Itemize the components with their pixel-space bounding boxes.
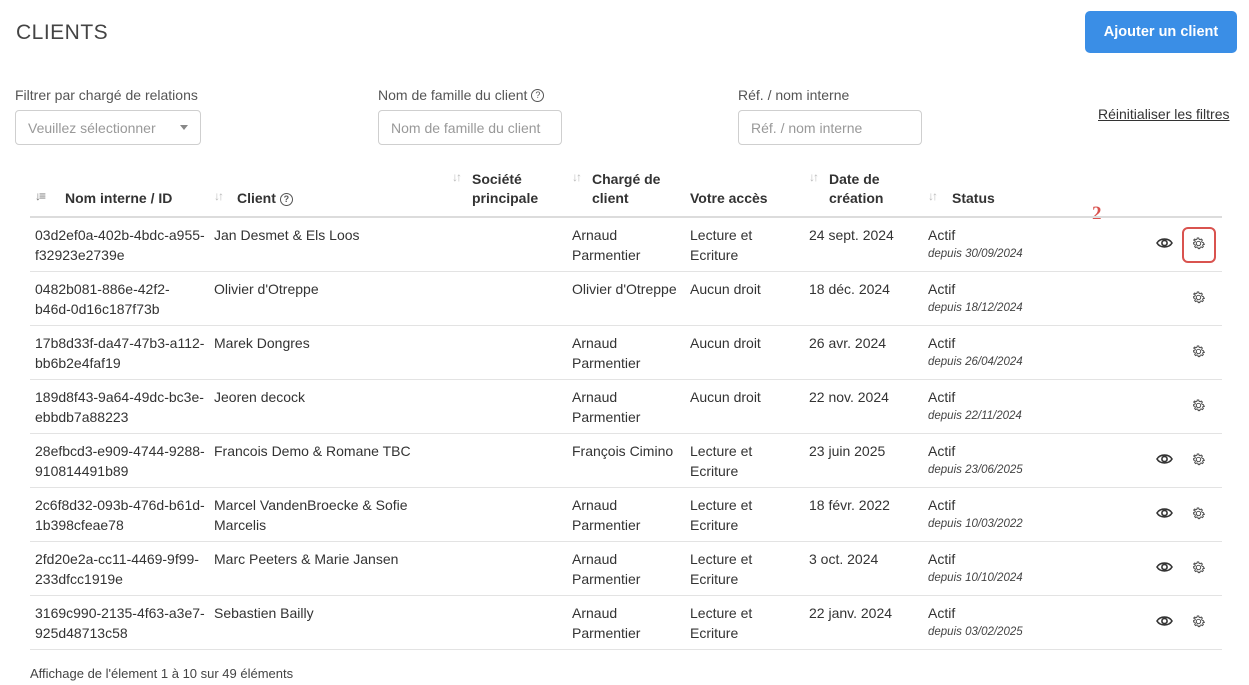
cell-access bbox=[685, 380, 804, 434]
status-text: Actif bbox=[928, 551, 956, 567]
column-header-company[interactable] bbox=[447, 166, 567, 217]
manager-filter-label bbox=[15, 87, 198, 103]
column-header-created[interactable] bbox=[804, 166, 923, 217]
cell-id[interactable] bbox=[30, 434, 209, 488]
cell-company bbox=[447, 488, 567, 542]
client-name: Sebastien Bailly bbox=[214, 605, 314, 621]
cell-client[interactable] bbox=[209, 542, 447, 596]
access-level: Aucun droit bbox=[690, 335, 761, 351]
sort-icon[interactable]: ↓↑ bbox=[572, 170, 580, 184]
eye-icon bbox=[1156, 453, 1173, 465]
client-id: 2fd20e2a-cc11-4469-9f99-233dfcc1919e bbox=[35, 551, 199, 587]
eye-icon bbox=[1156, 615, 1173, 627]
gear-icon bbox=[1191, 236, 1206, 251]
annotation-marker: 2 bbox=[1092, 203, 1102, 224]
view-button[interactable] bbox=[1153, 448, 1175, 470]
client-name: Jan Desmet & Els Loos bbox=[214, 227, 360, 243]
client-id: 17b8d33f-da47-47b3-a112-bb6b2e4faf19 bbox=[35, 335, 205, 371]
table-row[interactable] bbox=[30, 650, 1222, 657]
column-header-label: Votre accès bbox=[690, 190, 768, 206]
cell-actions bbox=[1073, 326, 1222, 380]
pagination-info: Affichage de l'élement 1 à 10 sur 49 éléments bbox=[30, 666, 294, 681]
cell-id[interactable] bbox=[30, 596, 209, 650]
status-since: depuis 22/11/2024 bbox=[928, 409, 1022, 422]
cell-status bbox=[923, 380, 1073, 434]
cell-access bbox=[685, 542, 804, 596]
lastname-filter-label-text: Nom de famille du client bbox=[378, 87, 528, 103]
ref-filter-label-text: Réf. / nom interne bbox=[738, 87, 850, 103]
creation-date: 22 nov. 2024 bbox=[809, 389, 889, 405]
cell-company bbox=[447, 272, 567, 326]
cell-created bbox=[804, 488, 923, 542]
cell-client[interactable] bbox=[209, 380, 447, 434]
access-level: Lecture et Ecriture bbox=[690, 227, 753, 263]
cell-created bbox=[804, 650, 923, 657]
cell-company bbox=[447, 542, 567, 596]
cell-status bbox=[923, 542, 1073, 596]
gear-icon bbox=[1191, 452, 1206, 467]
cell-company bbox=[447, 596, 567, 650]
cell-actions bbox=[1073, 434, 1222, 488]
status-text: Actif bbox=[928, 605, 956, 621]
cell-manager bbox=[567, 217, 685, 272]
client-name: Olivier d'Otreppe bbox=[214, 281, 319, 297]
help-icon[interactable]: ? bbox=[280, 193, 293, 206]
cell-access bbox=[685, 326, 804, 380]
settings-button[interactable] bbox=[1187, 502, 1209, 524]
client-id: 28efbcd3-e909-4744-9288-910814491b89 bbox=[35, 443, 205, 479]
settings-button[interactable] bbox=[1187, 286, 1209, 308]
cell-status bbox=[923, 434, 1073, 488]
cell-access bbox=[685, 650, 804, 657]
cell-created bbox=[804, 542, 923, 596]
table-row[interactable] bbox=[30, 434, 1222, 488]
status-since: depuis 26/04/2024 bbox=[928, 355, 1023, 368]
cell-id[interactable] bbox=[30, 217, 209, 272]
cell-company bbox=[447, 650, 567, 657]
help-icon[interactable]: ? bbox=[531, 89, 544, 102]
status-text: Actif bbox=[928, 443, 956, 459]
client-id: 189d8f43-9a64-49dc-bc3e-ebbdb7a88223 bbox=[35, 389, 204, 425]
sort-icon[interactable]: ↓↑ bbox=[928, 189, 936, 203]
column-header-access bbox=[685, 166, 804, 217]
cell-client[interactable] bbox=[209, 488, 447, 542]
status-since: depuis 03/02/2025 bbox=[928, 625, 1023, 638]
cell-created bbox=[804, 326, 923, 380]
manager-name: Olivier d'Otreppe bbox=[572, 281, 677, 297]
manager-filter-value: Veuillez sélectionner bbox=[28, 119, 156, 136]
clients-table-wrapper bbox=[30, 166, 1222, 656]
settings-button[interactable] bbox=[1187, 340, 1209, 362]
cell-access bbox=[685, 488, 804, 542]
cell-access bbox=[685, 272, 804, 326]
cell-client[interactable] bbox=[209, 272, 447, 326]
status-since: depuis 10/10/2024 bbox=[928, 571, 1023, 584]
cell-actions bbox=[1073, 380, 1222, 434]
status-text: Actif bbox=[928, 497, 956, 513]
cell-client[interactable] bbox=[209, 217, 447, 272]
manager-name: Arnaud Parmentier bbox=[572, 335, 641, 371]
settings-button[interactable] bbox=[1187, 232, 1209, 254]
cell-status bbox=[923, 217, 1073, 272]
cell-manager bbox=[567, 380, 685, 434]
cell-status bbox=[923, 326, 1073, 380]
column-header-actions bbox=[1073, 166, 1222, 217]
cell-id[interactable] bbox=[30, 326, 209, 380]
cell-actions bbox=[1073, 488, 1222, 542]
cell-manager bbox=[567, 596, 685, 650]
creation-date: 3 oct. 2024 bbox=[809, 551, 879, 567]
status-since: depuis 10/03/2022 bbox=[928, 517, 1023, 530]
client-name: Marc Peeters & Marie Jansen bbox=[214, 551, 399, 567]
table-row[interactable] bbox=[30, 272, 1222, 326]
table-row[interactable] bbox=[30, 596, 1222, 650]
client-id: 2c6f8d32-093b-476d-b61d-1b398cfeae78 bbox=[35, 497, 205, 533]
cell-client[interactable] bbox=[209, 650, 447, 657]
table-row[interactable] bbox=[30, 217, 1222, 272]
manager-filter-label-text: Filtrer par chargé de relations bbox=[15, 87, 198, 103]
cell-company bbox=[447, 217, 567, 272]
gear-icon bbox=[1191, 344, 1206, 359]
cell-created bbox=[804, 434, 923, 488]
page-title: CLIENTS bbox=[16, 21, 109, 44]
sort-icon[interactable]: ↓↑ bbox=[452, 170, 460, 184]
table-body bbox=[30, 217, 1222, 656]
cell-created bbox=[804, 217, 923, 272]
cell-id[interactable] bbox=[30, 650, 209, 657]
cell-created bbox=[804, 596, 923, 650]
gear-icon bbox=[1191, 614, 1206, 629]
eye-icon bbox=[1156, 561, 1173, 573]
cell-client[interactable] bbox=[209, 434, 447, 488]
gear-icon bbox=[1191, 560, 1206, 575]
settings-button[interactable] bbox=[1187, 610, 1209, 632]
sort-active-icon[interactable]: ↓≡ bbox=[35, 189, 45, 203]
cell-manager bbox=[567, 326, 685, 380]
status-text: Actif bbox=[928, 227, 956, 243]
lastname-filter-input[interactable] bbox=[378, 110, 562, 145]
cell-id[interactable] bbox=[30, 380, 209, 434]
cell-actions bbox=[1073, 596, 1222, 650]
gear-icon bbox=[1191, 398, 1206, 413]
access-level: Aucun droit bbox=[690, 281, 761, 297]
column-header-label: Nom interne / ID bbox=[65, 190, 173, 206]
eye-icon bbox=[1156, 237, 1173, 249]
view-button[interactable] bbox=[1153, 556, 1175, 578]
manager-filter-select[interactable] bbox=[15, 110, 201, 145]
clients-table bbox=[30, 166, 1222, 656]
table-row[interactable] bbox=[30, 326, 1222, 380]
access-level: Aucun droit bbox=[690, 389, 761, 405]
settings-button[interactable] bbox=[1187, 556, 1209, 578]
ref-filter-input[interactable] bbox=[738, 110, 922, 145]
cell-manager bbox=[567, 272, 685, 326]
view-button[interactable] bbox=[1153, 610, 1175, 632]
cell-access bbox=[685, 434, 804, 488]
cell-status bbox=[923, 272, 1073, 326]
cell-id[interactable] bbox=[30, 488, 209, 542]
manager-name: Arnaud Parmentier bbox=[572, 605, 641, 641]
manager-name: Arnaud Parmentier bbox=[572, 227, 641, 263]
manager-name: Arnaud Parmentier bbox=[572, 551, 641, 587]
chevron-down-icon bbox=[180, 125, 188, 130]
client-id: 0482b081-886e-42f2-b46d-0d16c187f73b bbox=[35, 281, 170, 317]
client-id: 3169c990-2135-4f63-a3e7-925d48713c58 bbox=[35, 605, 205, 641]
cell-actions bbox=[1073, 650, 1222, 657]
eye-icon bbox=[1156, 507, 1173, 519]
table-row[interactable] bbox=[30, 380, 1222, 434]
table-header-row bbox=[30, 166, 1222, 217]
cell-created bbox=[804, 380, 923, 434]
client-name: Marcel VandenBroecke & Sofie Marcelis bbox=[214, 497, 408, 533]
cell-status bbox=[923, 650, 1073, 657]
client-name: Jeoren decock bbox=[214, 389, 306, 405]
column-header-status[interactable] bbox=[923, 166, 1073, 217]
cell-client[interactable] bbox=[209, 326, 447, 380]
cell-actions bbox=[1073, 542, 1222, 596]
gear-icon bbox=[1191, 506, 1206, 521]
column-header-manager[interactable] bbox=[567, 166, 685, 217]
access-level: Lecture et Ecriture bbox=[690, 605, 753, 641]
manager-name: François Cimino bbox=[572, 443, 674, 459]
access-level: Lecture et Ecriture bbox=[690, 497, 753, 533]
creation-date: 18 févr. 2022 bbox=[809, 497, 890, 513]
cell-id[interactable] bbox=[30, 542, 209, 596]
add-client-button[interactable]: Ajouter un client bbox=[1085, 11, 1237, 53]
cell-company bbox=[447, 326, 567, 380]
column-header-label: Chargé de client bbox=[592, 171, 661, 206]
sort-icon[interactable]: ↓↑ bbox=[809, 170, 817, 184]
status-text: Actif bbox=[928, 389, 956, 405]
cell-access bbox=[685, 596, 804, 650]
column-header-label: Client bbox=[237, 190, 276, 206]
view-button[interactable] bbox=[1153, 232, 1175, 254]
cell-access bbox=[685, 217, 804, 272]
status-since: depuis 30/09/2024 bbox=[928, 247, 1023, 260]
client-name: Marek Dongres bbox=[214, 335, 310, 351]
settings-button[interactable] bbox=[1187, 448, 1209, 470]
manager-name: Arnaud Parmentier bbox=[572, 497, 641, 533]
creation-date: 24 sept. 2024 bbox=[809, 227, 894, 243]
column-header-label: Société principale bbox=[472, 171, 539, 206]
cell-manager bbox=[567, 650, 685, 657]
column-header-label: Date de création bbox=[829, 171, 884, 206]
creation-date: 18 déc. 2024 bbox=[809, 281, 890, 297]
table-row[interactable] bbox=[30, 542, 1222, 596]
cell-manager bbox=[567, 542, 685, 596]
access-level: Lecture et Ecriture bbox=[690, 551, 753, 587]
manager-name: Arnaud Parmentier bbox=[572, 389, 641, 425]
client-id: 03d2ef0a-402b-4bdc-a955-f32923e2739e bbox=[35, 227, 205, 263]
sort-icon[interactable]: ↓↑ bbox=[214, 189, 222, 203]
status-since: depuis 18/12/2024 bbox=[928, 301, 1023, 314]
client-name: Francois Demo & Romane TBC bbox=[214, 443, 411, 459]
cell-status bbox=[923, 488, 1073, 542]
creation-date: 26 avr. 2024 bbox=[809, 335, 887, 351]
cell-actions bbox=[1073, 217, 1222, 272]
settings-button[interactable] bbox=[1187, 394, 1209, 416]
creation-date: 22 janv. 2024 bbox=[809, 605, 893, 621]
cell-status bbox=[923, 596, 1073, 650]
reset-filters-link[interactable]: Réinitialiser les filtres bbox=[1098, 106, 1230, 122]
ref-filter-label bbox=[738, 87, 849, 103]
lastname-filter-label bbox=[378, 87, 544, 103]
cell-company bbox=[447, 434, 567, 488]
column-header-client[interactable] bbox=[209, 166, 447, 217]
cell-client[interactable] bbox=[209, 596, 447, 650]
ref-filter-placeholder: Réf. / nom interne bbox=[751, 119, 863, 136]
cell-id[interactable] bbox=[30, 272, 209, 326]
cell-manager bbox=[567, 488, 685, 542]
access-level: Lecture et Ecriture bbox=[690, 443, 753, 479]
cell-manager bbox=[567, 434, 685, 488]
creation-date: 23 juin 2025 bbox=[809, 443, 886, 459]
cell-company bbox=[447, 380, 567, 434]
view-button[interactable] bbox=[1153, 502, 1175, 524]
table-row[interactable] bbox=[30, 488, 1222, 542]
gear-icon bbox=[1191, 290, 1206, 305]
column-header-id[interactable] bbox=[30, 166, 209, 217]
cell-created bbox=[804, 272, 923, 326]
status-since: depuis 23/06/2025 bbox=[928, 463, 1023, 476]
status-text: Actif bbox=[928, 335, 956, 351]
cell-actions bbox=[1073, 272, 1222, 326]
status-text: Actif bbox=[928, 281, 956, 297]
column-header-label: Status bbox=[952, 190, 995, 206]
lastname-filter-placeholder: Nom de famille du client bbox=[391, 119, 541, 136]
